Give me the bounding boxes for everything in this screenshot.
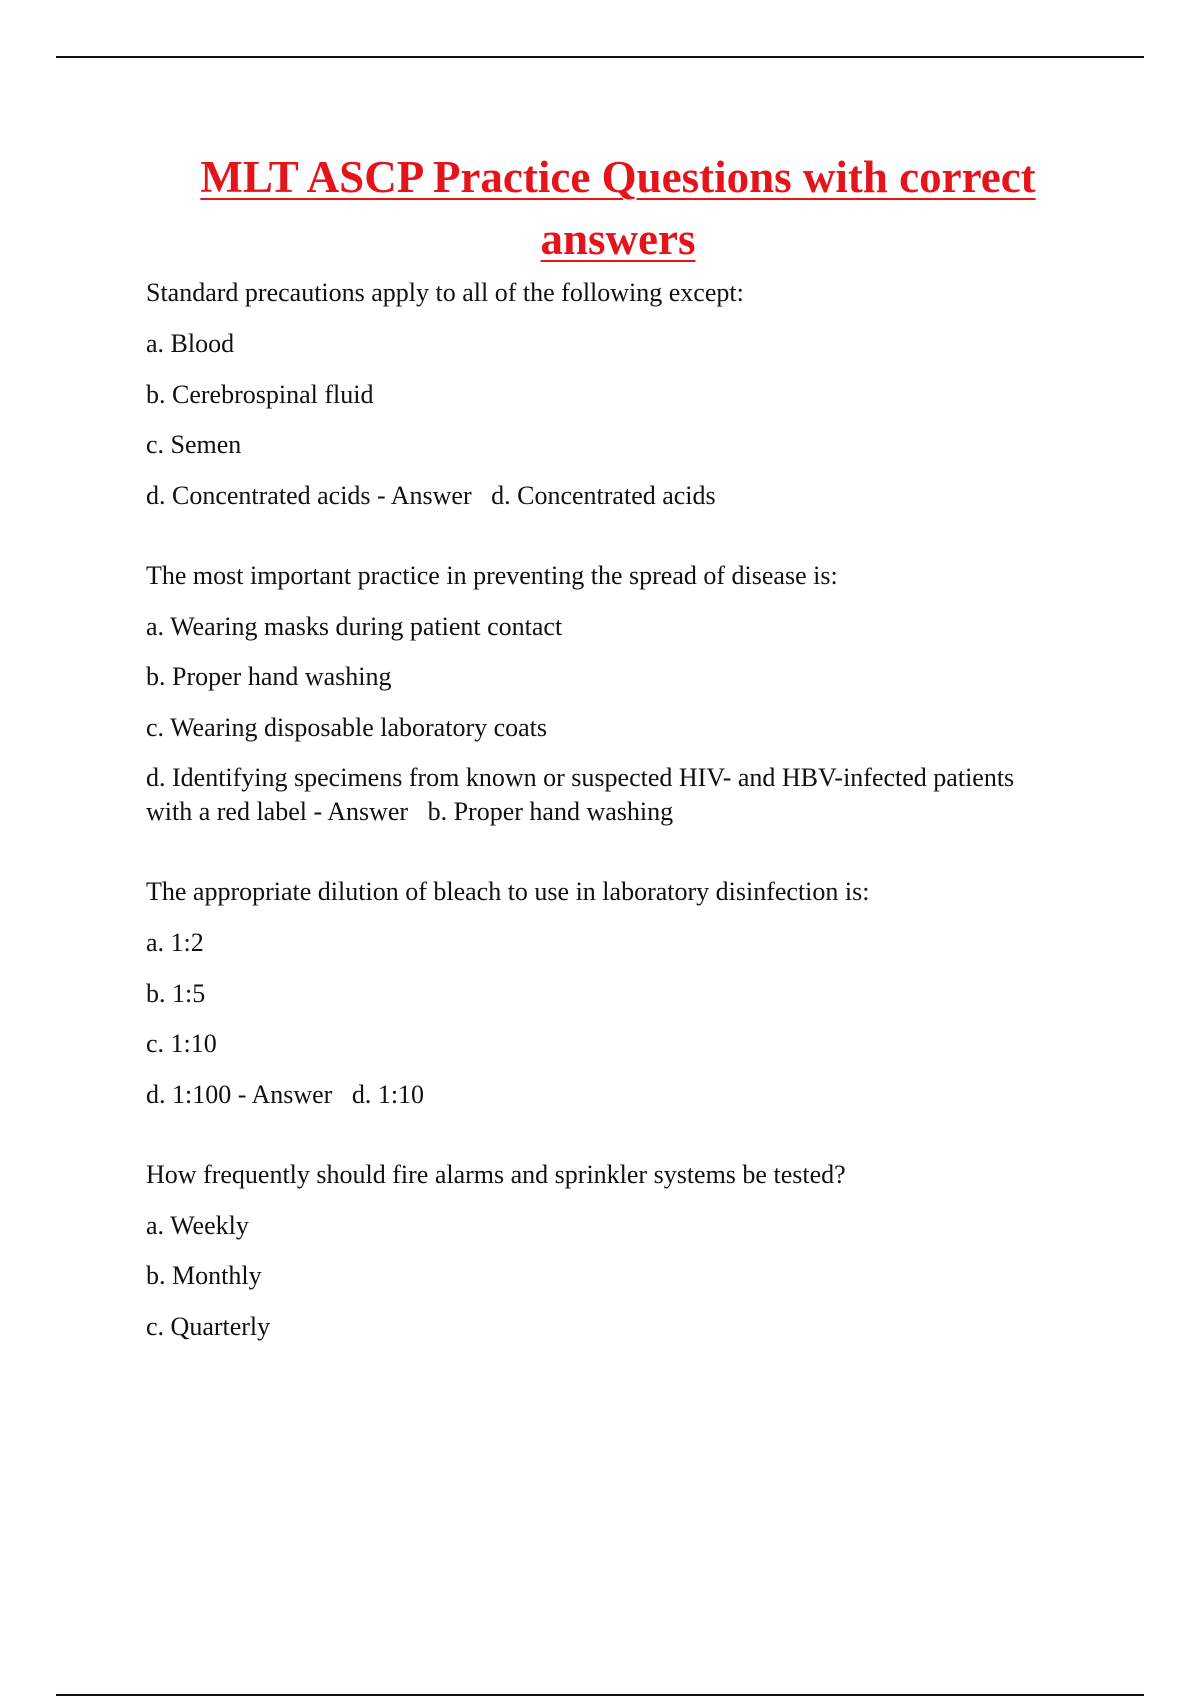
answer-option-with-answer: d. Concentrated acids - Answer d. Concentrated acids bbox=[146, 480, 716, 510]
answer-option: b. Monthly bbox=[146, 1261, 262, 1290]
question-2 bbox=[146, 559, 1046, 830]
answer-option: a. 1:2 bbox=[146, 928, 204, 957]
answer-option: b. Proper hand washing bbox=[146, 662, 392, 691]
question-1 bbox=[146, 276, 1046, 513]
answer-option: a. Blood bbox=[146, 329, 235, 358]
top-rule bbox=[56, 56, 1144, 58]
question-4 bbox=[146, 1158, 1046, 1344]
page-title bbox=[120, 146, 1116, 270]
question-prompt: Standard precautions apply to all of the following except: bbox=[146, 278, 744, 307]
question-prompt: The most important practice in preventing the spread of disease is: bbox=[146, 560, 838, 590]
question-list bbox=[146, 276, 1046, 1390]
answer-option-with-answer: d. Identifying specimens from known or suspected HIV- and HBV-infected patients with a red label - Answer b. Proper hand washing bbox=[146, 763, 1021, 826]
answer-option-with-answer: d. 1:100 - Answer d. 1:10 bbox=[146, 1079, 425, 1109]
question-prompt: The appropriate dilution of bleach to use in laboratory disinfection is: bbox=[146, 877, 870, 906]
answer-option: c. 1:10 bbox=[146, 1029, 217, 1058]
page-title-text: MLT ASCP Practice Questions with correct answers bbox=[200, 152, 1036, 264]
answer-option: b. Cerebrospinal fluid bbox=[146, 379, 374, 409]
answer-option: a. Wearing masks during patient contact bbox=[146, 611, 563, 641]
answer-option: c. Wearing disposable laboratory coats bbox=[146, 712, 548, 742]
answer-option: c. Quarterly bbox=[146, 1311, 271, 1341]
question-prompt: How frequently should fire alarms and sprinkler systems be tested? bbox=[146, 1159, 846, 1189]
bottom-rule bbox=[56, 1694, 1144, 1696]
answer-option: a. Weekly bbox=[146, 1210, 249, 1240]
question-3 bbox=[146, 875, 1046, 1112]
answer-option: b. 1:5 bbox=[146, 978, 206, 1008]
answer-option: c. Semen bbox=[146, 430, 242, 459]
